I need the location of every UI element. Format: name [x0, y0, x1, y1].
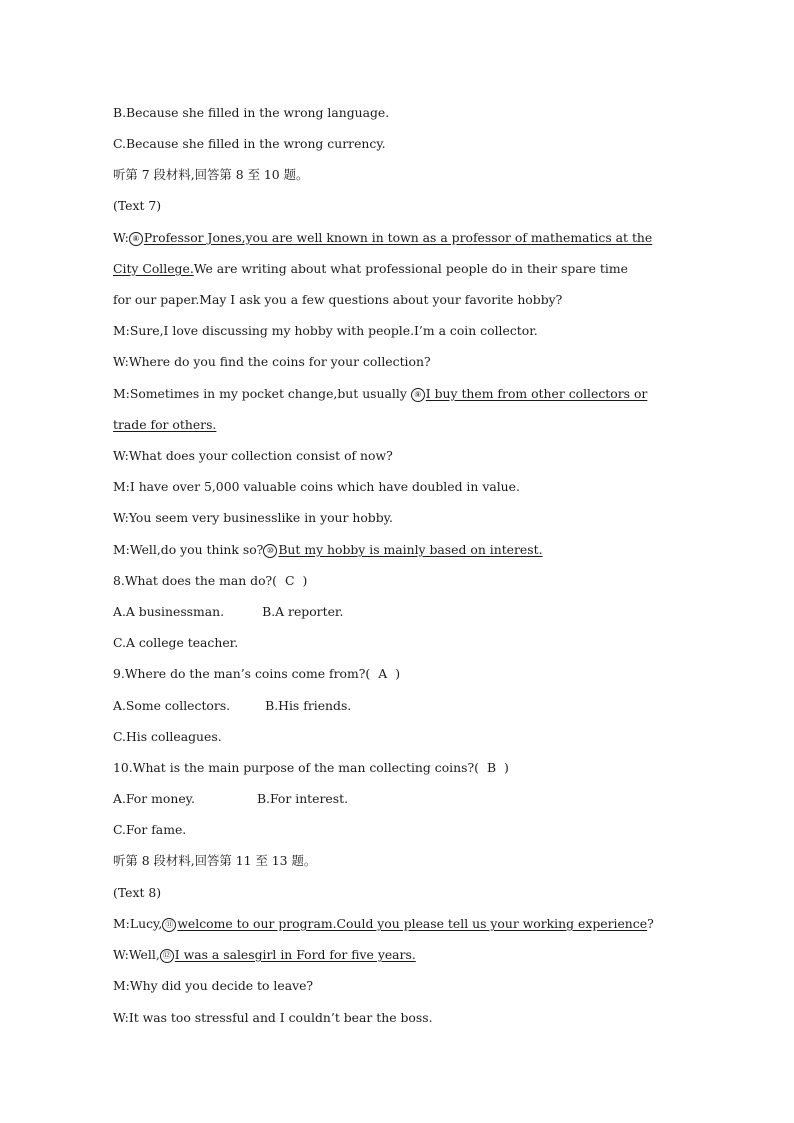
circled-number-11: ⑪	[162, 918, 176, 932]
circled-number-8: ⑧	[129, 232, 143, 246]
dialogue-line	[113, 261, 688, 277]
dialogue-line	[113, 417, 688, 433]
circled-number-9: ⑨	[411, 388, 425, 402]
text: W:Well,	[113, 947, 160, 962]
option-a: A.Some collectors.	[113, 698, 231, 713]
question-8	[113, 573, 688, 589]
dialogue-line: W:You seem very businesslike in your hobby.	[113, 510, 393, 525]
dialogue-line	[113, 230, 688, 246]
answer: C	[285, 573, 295, 588]
underlined-text: I was a salesgirl in Ford for five years.	[174, 947, 416, 962]
text: M:Sometimes in my pocket change,but usually	[113, 386, 411, 401]
option-a: A.For money.	[113, 791, 195, 806]
dialogue-line: W:Where do you find the coins for your collection?	[113, 354, 431, 369]
paren: )	[302, 573, 308, 588]
dialogue-line	[113, 386, 688, 402]
options-row	[113, 698, 688, 714]
dialogue-line: W:It was too stressful and I couldn’t bear the boss.	[113, 1010, 433, 1025]
dialogue-line: M:I have over 5,000 valuable coins which have doubled in value.	[113, 479, 520, 494]
text: M:Lucy,	[113, 916, 163, 931]
option-c: C.A college teacher.	[113, 635, 239, 650]
underlined-text: welcome to our program.Could you please tell us your working experience	[177, 916, 648, 931]
underlined-text: I buy them from other collectors or	[425, 386, 648, 401]
question-text: 8.What does the man do?(	[113, 573, 278, 588]
text: M:Well,do you think so?	[113, 542, 264, 557]
speaker: W:	[113, 230, 129, 245]
dialogue-line: M:Sure,I love discussing my hobby with people.I’m a coin collector.	[113, 323, 538, 338]
option-b-prev: B.Because she filled in the wrong language.	[113, 105, 390, 120]
dialogue-line: M:Why did you decide to leave?	[113, 978, 314, 993]
dialogue-line	[113, 916, 688, 932]
option-b: B.For interest.	[256, 791, 349, 806]
dialogue-line: for our paper.May I ask you a few questions about your favorite hobby?	[113, 292, 563, 307]
circled-number-10: ⑩	[263, 544, 277, 558]
answer: B	[486, 760, 497, 775]
option-c: C.For fame.	[113, 822, 187, 837]
underlined-text: trade for others.	[113, 417, 217, 432]
options-row	[113, 604, 688, 620]
option-b: B.A reporter.	[262, 604, 344, 619]
answer: A	[378, 666, 388, 681]
section-instruction-8: 听第 8 段材料,回答第 11 至 13 题。	[113, 853, 317, 868]
section-instruction-7: 听第 7 段材料,回答第 8 至 10 题。	[113, 167, 309, 182]
text: ?	[647, 916, 654, 931]
underlined-text: City College.	[113, 261, 194, 276]
dialogue-line: W:What does your collection consist of now?	[113, 448, 393, 463]
option-c: C.His colleagues.	[113, 729, 222, 744]
option-a: A.A businessman.	[113, 604, 225, 619]
underlined-text: But my hobby is mainly based on interest.	[278, 542, 543, 557]
text-7-label: (Text 7)	[113, 198, 162, 213]
paren: )	[504, 760, 509, 775]
circled-number-12: ⑫	[160, 949, 174, 963]
question-9	[113, 666, 688, 682]
dialogue-line	[113, 947, 688, 963]
question-10	[113, 760, 688, 776]
option-c-prev: C.Because she filled in the wrong currency.	[113, 136, 386, 151]
options-row	[113, 791, 688, 807]
underlined-text: Professor Jones,you are well known in town as a professor of mathematics at the	[143, 230, 653, 245]
question-text: 9.Where do the man’s coins come from?(	[113, 666, 371, 681]
question-text: 10.What is the main purpose of the man collecting coins?(	[113, 760, 479, 775]
paren: )	[395, 666, 401, 681]
text: We are writing about what professional people do in their spare time	[193, 261, 628, 276]
dialogue-line	[113, 542, 688, 558]
option-b: B.His friends.	[265, 698, 352, 713]
text-8-label: (Text 8)	[113, 885, 162, 900]
